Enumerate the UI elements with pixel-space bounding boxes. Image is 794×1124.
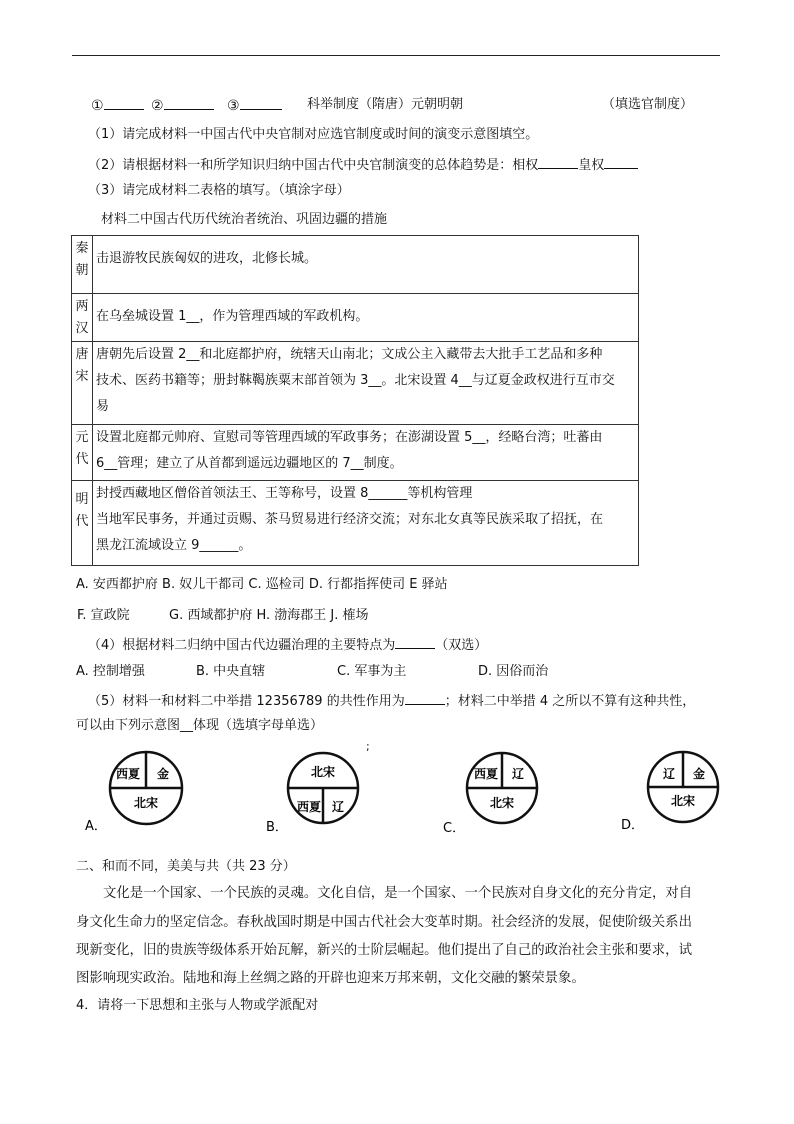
diagram-a-text: 北宋 bbox=[133, 796, 159, 810]
q5-line-2: 可以由下列示意图__体现（选填字母单选） bbox=[76, 718, 324, 733]
diagram-row bbox=[0, 745, 794, 840]
diagram-d[interactable] bbox=[621, 752, 718, 833]
diagram-d-text: 金 bbox=[692, 767, 706, 781]
q4-option-c[interactable]: C. 军事为主 bbox=[337, 664, 407, 679]
options-line-1: A. 安西都护府 B. 奴儿干都司 C. 巡检司 D. 行都指挥使司 E 驿站 bbox=[76, 577, 448, 592]
table-row bbox=[72, 294, 639, 342]
diagram-d-text: 北宋 bbox=[670, 794, 696, 808]
diagram-b-text: 北宋 bbox=[310, 765, 336, 779]
q4-stem: （4）根据材料二归纳中国古代边疆治理的主要特点为 （双选） bbox=[88, 638, 488, 653]
diagram-d-text: 辽 bbox=[662, 767, 676, 781]
diagram-a-text: 西夏 bbox=[115, 767, 141, 781]
diagram-a-label: A． bbox=[85, 819, 107, 834]
diagram-c[interactable] bbox=[443, 753, 537, 836]
diagram-d-label: D． bbox=[621, 818, 645, 833]
q4-option-d[interactable]: D. 因俗而治 bbox=[478, 664, 549, 679]
q4-option-a[interactable]: A. 控制增强 bbox=[76, 664, 145, 679]
header-rule bbox=[72, 55, 720, 56]
diagram-c-text: 西夏 bbox=[473, 767, 499, 781]
question-1: （1）请完成材料一中国古代中央官制对应选官制度或时间的演变示意图填空。 bbox=[88, 127, 539, 142]
era-cell: 两 汉 bbox=[72, 294, 93, 342]
table-row bbox=[72, 236, 639, 294]
table-row bbox=[72, 425, 639, 481]
section2-para-line: 图影响现实政治。陆地和海上丝绸之路的开辟也迎来万邦来朝，文化交融的繁荣景象。 bbox=[76, 971, 585, 986]
stray-mark: ; bbox=[366, 740, 370, 753]
diagram-c-label: C． bbox=[443, 821, 466, 836]
options-g-j: G. 西域都护府 H. 渤海郡王 J. 榷场 bbox=[169, 608, 369, 623]
diagram-b-text: 西夏 bbox=[296, 800, 322, 814]
diagram-c-text: 辽 bbox=[511, 767, 525, 781]
table-row bbox=[72, 342, 639, 425]
q2-blank-2[interactable] bbox=[604, 156, 638, 169]
section2-heading: 二、和而不同，美美与共（共 23 分） bbox=[76, 859, 296, 874]
q2-blank-1[interactable] bbox=[538, 156, 578, 169]
diagram-a[interactable] bbox=[85, 752, 182, 834]
diagram-b[interactable] bbox=[266, 753, 358, 835]
table-row bbox=[72, 481, 639, 566]
option-f: F. 宣政院 bbox=[77, 608, 130, 623]
measure-cell: 击退游牧民族匈奴的进攻，北修长城。 bbox=[93, 236, 639, 294]
diagram-b-text: 辽 bbox=[331, 800, 345, 814]
diagram-b-label: B． bbox=[266, 820, 288, 835]
measure-cell: 唐朝先后设置 2__和北庭都护府，统辖天山南北；文成公主入藏带去大批手工艺品和多种 技术、医药书籍等；册封靺鞨族粟末部首领为 3__。北宋设置 4__与辽夏金政权进行互市交 易 bbox=[93, 342, 639, 425]
q5-line-1: （5）材料一和材料二中举措 12356789 的共性作用为 ；材料二中举措 4 之所以不算有这种共性， bbox=[88, 694, 696, 709]
era-cell: 秦 朝 bbox=[72, 236, 93, 294]
measure-cell: 设置北庭都元帅府、宣慰司等管理西域的军政事务；在澎湖设置 5__，经略台湾；吐蕃由 6__管理；建立了从首都到遥远边疆地区的 7__制度。 bbox=[93, 425, 639, 481]
era-cell: 明 代 bbox=[72, 481, 93, 566]
blank-1[interactable]: ① bbox=[91, 97, 144, 113]
q4-option-b[interactable]: B. 中央直辖 bbox=[196, 664, 266, 679]
material2-table bbox=[71, 235, 639, 566]
measure-cell: 封授西藏地区僧俗首领法王、王等称号，设置 8______等机构管理 当地军民事务，并通过贡赐、茶马贸易进行经济交流；对东北女真等民族采取了招抚，在 黑龙江流域设立 9______。 bbox=[93, 481, 639, 566]
measure-cell: 在乌垒城设置 1__，作为管理西域的军政机构。 bbox=[93, 294, 639, 342]
diagram-a-text: 金 bbox=[156, 767, 170, 781]
q5-blank[interactable] bbox=[405, 692, 445, 705]
diagram-c-text: 北宋 bbox=[489, 796, 515, 810]
section2-question-4: 4．请将一下思想和主张与人物或学派配对 bbox=[76, 998, 319, 1013]
section2-para-line: 文化是一个国家、一个民族的灵魂。文化自信，是一个国家、一个民族对自身文化的充分肯定，对自 bbox=[103, 886, 693, 901]
question-3: （3）请完成材料二表格的填写。（填涂字母） bbox=[88, 183, 350, 198]
era-cell: 元 代 bbox=[72, 425, 93, 481]
blank-2[interactable]: ② bbox=[151, 97, 214, 113]
header-sequence: 科举制度（隋唐）元朝明朝 bbox=[307, 97, 464, 112]
era-cell: 唐 宋 bbox=[72, 342, 93, 425]
blank-3[interactable]: ③ bbox=[227, 97, 282, 113]
header-hint: （填选官制度） bbox=[602, 97, 694, 112]
q4-blank[interactable] bbox=[395, 636, 435, 649]
question-2: （2）请根据材料一和所学知识归纳中国古代中央官制演变的总体趋势是：相权 皇权 bbox=[88, 156, 638, 172]
material2-title: 材料二中国古代历代统治者统治、巩固边疆的措施 bbox=[101, 212, 388, 227]
section2-para-line: 身文化生命力的坚定信念。春秋战国时期是中国古代社会大变革时期。社会经济的发展，促使阶级关系出 bbox=[76, 915, 692, 930]
section2-para-line: 现新变化，旧的贵族等级体系开始瓦解，新兴的士阶层崛起。他们提出了自己的政治社会主张和要求，试 bbox=[76, 943, 692, 958]
